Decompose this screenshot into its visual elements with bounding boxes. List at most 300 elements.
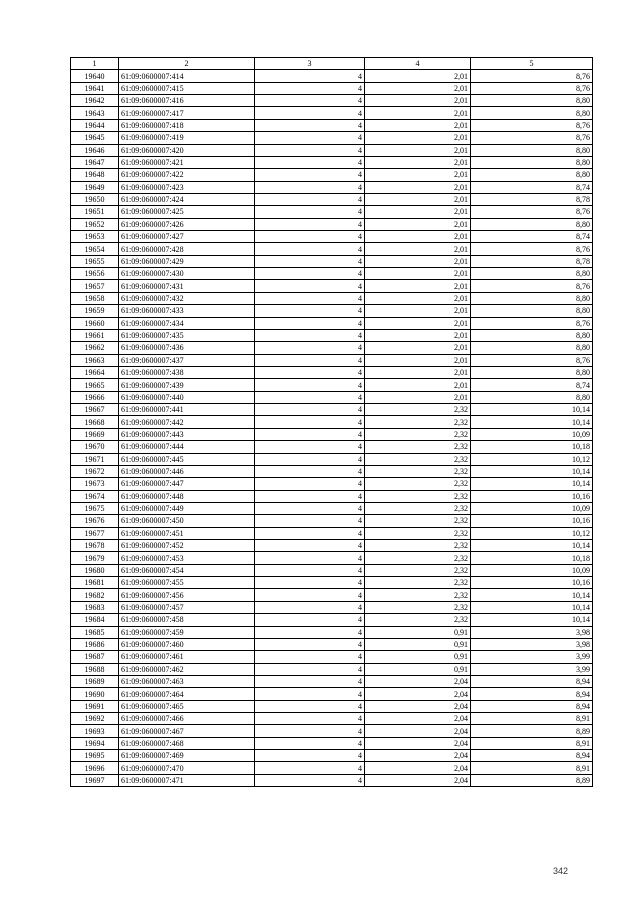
table-cell: 4 — [255, 156, 365, 168]
table-cell: 2,01 — [365, 292, 471, 304]
table-cell: 10,16 — [471, 515, 593, 527]
table-cell: 61:09:0600007:459 — [119, 626, 255, 638]
table-row — [71, 725, 593, 737]
table-cell: 61:09:0600007:432 — [119, 292, 255, 304]
table-cell: 61:09:0600007:467 — [119, 725, 255, 737]
table-cell: 8,94 — [471, 675, 593, 687]
table-cell: 61:09:0600007:417 — [119, 107, 255, 119]
table-cell: 19665 — [71, 379, 119, 391]
table-cell: 4 — [255, 329, 365, 341]
table-cell: 2,32 — [365, 614, 471, 626]
table-cell: 4 — [255, 515, 365, 527]
table-cell: 4 — [255, 663, 365, 675]
table-row — [71, 156, 593, 168]
table-cell: 2,01 — [365, 156, 471, 168]
table-cell: 4 — [255, 317, 365, 329]
table-cell: 19685 — [71, 626, 119, 638]
table-cell: 8,76 — [471, 206, 593, 218]
table-cell: 4 — [255, 416, 365, 428]
table-cell: 2,01 — [365, 218, 471, 230]
table-cell: 2,01 — [365, 193, 471, 205]
table-cell: 0,91 — [365, 626, 471, 638]
table-cell: 8,80 — [471, 218, 593, 230]
table-cell: 19651 — [71, 206, 119, 218]
table-cell: 4 — [255, 762, 365, 774]
table-cell: 4 — [255, 70, 365, 82]
table-cell: 19686 — [71, 638, 119, 650]
table-cell: 2,32 — [365, 601, 471, 613]
table-cell: 2,01 — [365, 169, 471, 181]
table-cell: 19696 — [71, 762, 119, 774]
table-cell: 19646 — [71, 144, 119, 156]
table-cell: 61:09:0600007:425 — [119, 206, 255, 218]
table-cell: 8,91 — [471, 762, 593, 774]
table-cell: 8,80 — [471, 107, 593, 119]
table-row — [71, 614, 593, 626]
table-cell: 2,01 — [365, 366, 471, 378]
table-cell: 8,91 — [471, 737, 593, 749]
table-row — [71, 774, 593, 786]
table-cell: 19681 — [71, 577, 119, 589]
table-cell: 2,04 — [365, 750, 471, 762]
table-cell: 4 — [255, 774, 365, 786]
table-cell: 19658 — [71, 292, 119, 304]
table-cell: 61:09:0600007:443 — [119, 428, 255, 440]
table-cell: 61:09:0600007:464 — [119, 688, 255, 700]
table-cell: 10,14 — [471, 478, 593, 490]
table-row — [71, 527, 593, 539]
table-cell: 19697 — [71, 774, 119, 786]
table-row — [71, 231, 593, 243]
table-cell: 4 — [255, 700, 365, 712]
table-cell: 4 — [255, 441, 365, 453]
table-cell: 19650 — [71, 193, 119, 205]
table-cell: 8,76 — [471, 354, 593, 366]
table-row — [71, 577, 593, 589]
page-number: 342 — [553, 866, 569, 876]
table-row — [71, 181, 593, 193]
table-cell: 2,32 — [365, 478, 471, 490]
table-cell: 19661 — [71, 329, 119, 341]
table-cell: 61:09:0600007:452 — [119, 540, 255, 552]
table-row — [71, 132, 593, 144]
table-cell: 61:09:0600007:460 — [119, 638, 255, 650]
table-cell: 8,94 — [471, 750, 593, 762]
table-cell: 4 — [255, 243, 365, 255]
data-table — [70, 57, 593, 787]
table-row — [71, 626, 593, 638]
table-cell: 4 — [255, 552, 365, 564]
table-cell: 19688 — [71, 663, 119, 675]
table-row — [71, 737, 593, 749]
table-cell: 10,14 — [471, 416, 593, 428]
table-row — [71, 453, 593, 465]
table-cell: 4 — [255, 688, 365, 700]
table-row — [71, 750, 593, 762]
table-row — [71, 119, 593, 131]
table-cell: 2,04 — [365, 762, 471, 774]
table-cell: 4 — [255, 82, 365, 94]
table-cell: 4 — [255, 95, 365, 107]
table-cell: 4 — [255, 193, 365, 205]
column-header: 1 — [71, 58, 119, 70]
table-cell: 4 — [255, 428, 365, 440]
table-cell: 4 — [255, 564, 365, 576]
table-cell: 61:09:0600007:433 — [119, 305, 255, 317]
table-cell: 61:09:0600007:435 — [119, 329, 255, 341]
table-cell: 3,98 — [471, 626, 593, 638]
table-cell: 8,76 — [471, 119, 593, 131]
table-cell: 4 — [255, 601, 365, 613]
table-cell: 8,76 — [471, 280, 593, 292]
table-cell: 8,94 — [471, 700, 593, 712]
table-cell: 2,04 — [365, 774, 471, 786]
table-cell: 61:09:0600007:468 — [119, 737, 255, 749]
table-cell: 4 — [255, 737, 365, 749]
table-row — [71, 713, 593, 725]
table-cell: 8,80 — [471, 305, 593, 317]
table-cell: 61:09:0600007:423 — [119, 181, 255, 193]
table-cell: 8,80 — [471, 342, 593, 354]
table-row — [71, 638, 593, 650]
table-cell: 2,32 — [365, 577, 471, 589]
table-cell: 19678 — [71, 540, 119, 552]
table-cell: 19663 — [71, 354, 119, 366]
table-cell: 19653 — [71, 231, 119, 243]
table-cell: 4 — [255, 206, 365, 218]
table-cell: 8,74 — [471, 379, 593, 391]
table-cell: 2,01 — [365, 206, 471, 218]
table-cell: 19692 — [71, 713, 119, 725]
table-cell: 19664 — [71, 366, 119, 378]
table-cell: 8,94 — [471, 688, 593, 700]
table-cell: 10,14 — [471, 465, 593, 477]
table-cell: 10,18 — [471, 441, 593, 453]
table-cell: 61:09:0600007:434 — [119, 317, 255, 329]
table-row — [71, 404, 593, 416]
table-cell: 4 — [255, 218, 365, 230]
table-cell: 61:09:0600007:470 — [119, 762, 255, 774]
table-cell: 3,98 — [471, 638, 593, 650]
table-cell: 2,32 — [365, 453, 471, 465]
table-header-row — [71, 58, 593, 70]
table-cell: 10,14 — [471, 404, 593, 416]
table-cell: 61:09:0600007:461 — [119, 651, 255, 663]
table-cell: 4 — [255, 725, 365, 737]
table-cell: 4 — [255, 280, 365, 292]
table-cell: 61:09:0600007:421 — [119, 156, 255, 168]
table-cell: 2,32 — [365, 416, 471, 428]
table-cell: 19641 — [71, 82, 119, 94]
table-cell: 2,32 — [365, 540, 471, 552]
column-header: 3 — [255, 58, 365, 70]
table-cell: 0,91 — [365, 651, 471, 663]
table-row — [71, 280, 593, 292]
table-cell: 19667 — [71, 404, 119, 416]
table-row — [71, 169, 593, 181]
table-cell: 19657 — [71, 280, 119, 292]
table-cell: 10,16 — [471, 490, 593, 502]
table-cell: 4 — [255, 379, 365, 391]
table-cell: 8,76 — [471, 317, 593, 329]
table-cell: 19679 — [71, 552, 119, 564]
table-cell: 4 — [255, 255, 365, 267]
table-row — [71, 366, 593, 378]
table-cell: 8,76 — [471, 243, 593, 255]
table-cell: 61:09:0600007:456 — [119, 589, 255, 601]
table-cell: 2,04 — [365, 688, 471, 700]
table-cell: 8,80 — [471, 144, 593, 156]
table-cell: 61:09:0600007:450 — [119, 515, 255, 527]
table-cell: 19694 — [71, 737, 119, 749]
table-cell: 2,01 — [365, 379, 471, 391]
table-cell: 19674 — [71, 490, 119, 502]
table-cell: 2,01 — [365, 280, 471, 292]
table-cell: 61:09:0600007:447 — [119, 478, 255, 490]
table-cell: 19649 — [71, 181, 119, 193]
table-row — [71, 354, 593, 366]
table-cell: 4 — [255, 169, 365, 181]
table-cell: 4 — [255, 502, 365, 514]
table-cell: 4 — [255, 132, 365, 144]
table-cell: 61:09:0600007:471 — [119, 774, 255, 786]
table-row — [71, 218, 593, 230]
table-cell: 4 — [255, 119, 365, 131]
table-cell: 61:09:0600007:436 — [119, 342, 255, 354]
table-cell: 19671 — [71, 453, 119, 465]
table-cell: 4 — [255, 589, 365, 601]
table-cell: 19652 — [71, 218, 119, 230]
table-cell: 19689 — [71, 675, 119, 687]
table-cell: 61:09:0600007:466 — [119, 713, 255, 725]
table-cell: 4 — [255, 465, 365, 477]
table-cell: 4 — [255, 453, 365, 465]
table-cell: 19673 — [71, 478, 119, 490]
table-cell: 2,32 — [365, 515, 471, 527]
table-cell: 2,01 — [365, 132, 471, 144]
table-cell: 61:09:0600007:420 — [119, 144, 255, 156]
table-cell: 2,32 — [365, 502, 471, 514]
table-cell: 4 — [255, 626, 365, 638]
table-row — [71, 292, 593, 304]
table-cell: 61:09:0600007:457 — [119, 601, 255, 613]
table-cell: 61:09:0600007:429 — [119, 255, 255, 267]
table-cell: 61:09:0600007:458 — [119, 614, 255, 626]
table-cell: 61:09:0600007:427 — [119, 231, 255, 243]
table-cell: 10,14 — [471, 589, 593, 601]
table-cell: 61:09:0600007:455 — [119, 577, 255, 589]
table-cell: 19642 — [71, 95, 119, 107]
table-cell: 19690 — [71, 688, 119, 700]
table-cell: 4 — [255, 490, 365, 502]
table-cell: 61:09:0600007:431 — [119, 280, 255, 292]
table-cell: 4 — [255, 404, 365, 416]
table-cell: 61:09:0600007:418 — [119, 119, 255, 131]
table-cell: 2,32 — [365, 552, 471, 564]
table-cell: 8,80 — [471, 156, 593, 168]
table-cell: 19684 — [71, 614, 119, 626]
table-cell: 2,04 — [365, 737, 471, 749]
table-cell: 2,01 — [365, 70, 471, 82]
table-row — [71, 700, 593, 712]
table-cell: 61:09:0600007:442 — [119, 416, 255, 428]
table-row — [71, 540, 593, 552]
table-cell: 19669 — [71, 428, 119, 440]
table-cell: 61:09:0600007:445 — [119, 453, 255, 465]
table-cell: 4 — [255, 651, 365, 663]
table-cell: 61:09:0600007:426 — [119, 218, 255, 230]
table-cell: 8,78 — [471, 193, 593, 205]
table-cell: 2,01 — [365, 181, 471, 193]
table-row — [71, 317, 593, 329]
table-cell: 61:09:0600007:440 — [119, 391, 255, 403]
table-cell: 4 — [255, 144, 365, 156]
table-cell: 2,01 — [365, 243, 471, 255]
table-row — [71, 564, 593, 576]
table-row — [71, 478, 593, 490]
table-cell: 10,16 — [471, 577, 593, 589]
table-cell: 19662 — [71, 342, 119, 354]
table-row — [71, 688, 593, 700]
table-row — [71, 70, 593, 82]
table-row — [71, 268, 593, 280]
table-cell: 2,01 — [365, 317, 471, 329]
table-cell: 61:09:0600007:462 — [119, 663, 255, 675]
table-row — [71, 490, 593, 502]
table-cell: 61:09:0600007:414 — [119, 70, 255, 82]
table-cell: 2,32 — [365, 564, 471, 576]
table-cell: 2,01 — [365, 144, 471, 156]
table-cell: 19643 — [71, 107, 119, 119]
table-cell: 61:09:0600007:444 — [119, 441, 255, 453]
table-cell: 2,01 — [365, 255, 471, 267]
table-cell: 8,80 — [471, 329, 593, 341]
table-cell: 19676 — [71, 515, 119, 527]
table-cell: 61:09:0600007:454 — [119, 564, 255, 576]
table-cell: 4 — [255, 577, 365, 589]
table-cell: 61:09:0600007:422 — [119, 169, 255, 181]
table-cell: 8,76 — [471, 70, 593, 82]
table-cell: 10,14 — [471, 601, 593, 613]
table-cell: 8,80 — [471, 366, 593, 378]
table-cell: 8,76 — [471, 132, 593, 144]
table-cell: 8,76 — [471, 82, 593, 94]
table-cell: 4 — [255, 713, 365, 725]
table-row — [71, 663, 593, 675]
table-row — [71, 243, 593, 255]
table-cell: 2,01 — [365, 391, 471, 403]
table-row — [71, 329, 593, 341]
table-row — [71, 107, 593, 119]
table-cell: 8,80 — [471, 292, 593, 304]
table-cell: 61:09:0600007:465 — [119, 700, 255, 712]
table-cell: 19687 — [71, 651, 119, 663]
table-cell: 4 — [255, 391, 365, 403]
table-cell: 2,32 — [365, 589, 471, 601]
table-cell: 19677 — [71, 527, 119, 539]
table-row — [71, 416, 593, 428]
table-row — [71, 502, 593, 514]
table-cell: 19659 — [71, 305, 119, 317]
table-cell: 4 — [255, 366, 365, 378]
column-header: 4 — [365, 58, 471, 70]
table-cell: 19691 — [71, 700, 119, 712]
table-cell: 10,18 — [471, 552, 593, 564]
table-cell: 4 — [255, 638, 365, 650]
table-cell: 61:09:0600007:446 — [119, 465, 255, 477]
table-cell: 61:09:0600007:437 — [119, 354, 255, 366]
table-cell: 61:09:0600007:463 — [119, 675, 255, 687]
table-row — [71, 391, 593, 403]
table-cell: 19648 — [71, 169, 119, 181]
table-row — [71, 601, 593, 613]
table-cell: 4 — [255, 675, 365, 687]
table-cell: 4 — [255, 292, 365, 304]
table-cell: 19654 — [71, 243, 119, 255]
table-cell: 61:09:0600007:449 — [119, 502, 255, 514]
table-cell: 4 — [255, 478, 365, 490]
table-cell: 10,09 — [471, 428, 593, 440]
table-cell: 61:09:0600007:469 — [119, 750, 255, 762]
table-cell: 2,01 — [365, 268, 471, 280]
table-row — [71, 82, 593, 94]
table-row — [71, 651, 593, 663]
table-cell: 61:09:0600007:438 — [119, 366, 255, 378]
table-cell: 19682 — [71, 589, 119, 601]
table-cell: 61:09:0600007:428 — [119, 243, 255, 255]
table-cell: 2,01 — [365, 95, 471, 107]
table-cell: 4 — [255, 268, 365, 280]
table-row — [71, 675, 593, 687]
table-cell: 4 — [255, 750, 365, 762]
table-row — [71, 193, 593, 205]
table-cell: 61:09:0600007:441 — [119, 404, 255, 416]
table-row — [71, 762, 593, 774]
table-cell: 4 — [255, 305, 365, 317]
table-cell: 19670 — [71, 441, 119, 453]
table-cell: 0,91 — [365, 638, 471, 650]
table-row — [71, 206, 593, 218]
table-cell: 2,32 — [365, 465, 471, 477]
table-cell: 2,32 — [365, 490, 471, 502]
table-cell: 2,01 — [365, 305, 471, 317]
table-cell: 4 — [255, 181, 365, 193]
table-cell: 10,14 — [471, 614, 593, 626]
table-row — [71, 589, 593, 601]
table-cell: 61:09:0600007:415 — [119, 82, 255, 94]
table-row — [71, 515, 593, 527]
table-cell: 2,01 — [365, 231, 471, 243]
table-cell: 19640 — [71, 70, 119, 82]
column-header: 2 — [119, 58, 255, 70]
table-cell: 2,04 — [365, 725, 471, 737]
table-row — [71, 428, 593, 440]
table-cell: 2,04 — [365, 700, 471, 712]
table-cell: 2,01 — [365, 82, 471, 94]
table-cell: 61:09:0600007:424 — [119, 193, 255, 205]
table-cell: 4 — [255, 540, 365, 552]
table-row — [71, 379, 593, 391]
column-header: 5 — [471, 58, 593, 70]
table-cell: 19683 — [71, 601, 119, 613]
table-cell: 2,04 — [365, 713, 471, 725]
table-row — [71, 441, 593, 453]
table-row — [71, 95, 593, 107]
table-cell: 19680 — [71, 564, 119, 576]
table-cell: 19693 — [71, 725, 119, 737]
table-cell: 2,04 — [365, 675, 471, 687]
table-cell: 19645 — [71, 132, 119, 144]
